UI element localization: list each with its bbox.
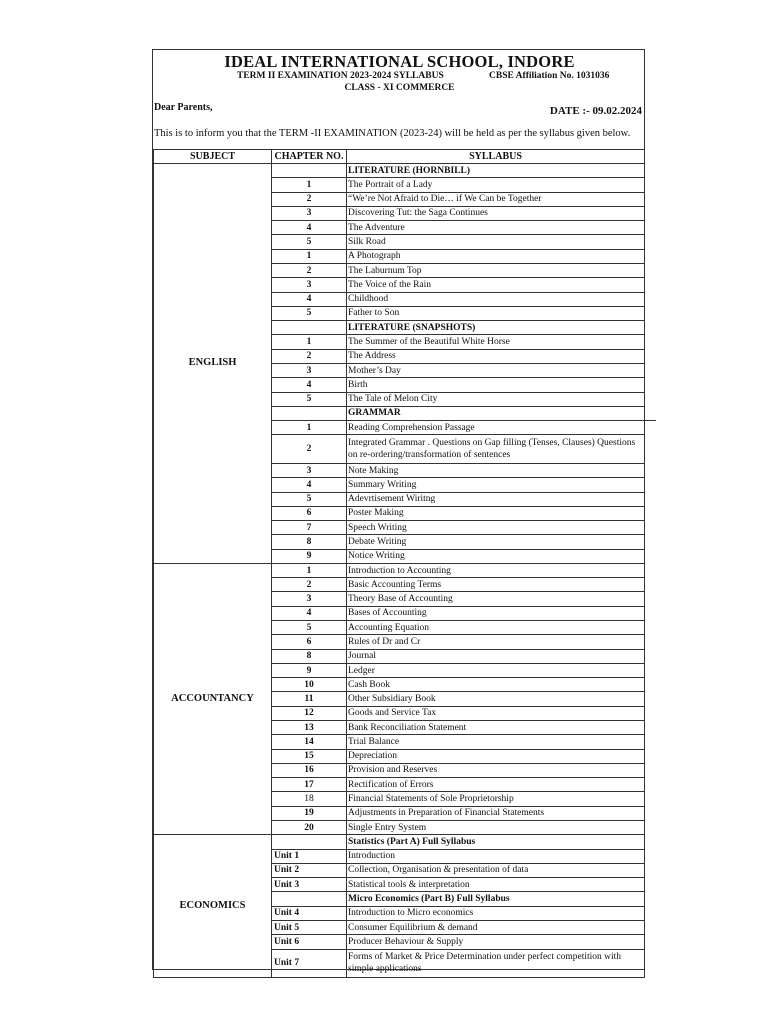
chapter-number: 3 xyxy=(272,278,347,292)
syllabus-topic: The Voice of the Rain xyxy=(347,278,645,292)
syllabus-topic: Collection, Organisation & presentation of data xyxy=(347,863,645,877)
syllabus-topic: Rectification of Errors xyxy=(347,778,645,792)
syllabus-topic: Father to Son xyxy=(347,306,645,320)
chapter-number: 1 xyxy=(272,421,347,435)
school-name: IDEAL INTERNATIONAL SCHOOL, INDORE xyxy=(224,52,575,71)
chapter-number: 14 xyxy=(272,735,347,749)
chapter-number: 17 xyxy=(272,778,347,792)
syllabus-topic: Rules of Dr and Cr xyxy=(347,635,645,649)
chapter-number xyxy=(272,892,347,906)
syllabus-topic: A Photograph xyxy=(347,249,645,263)
syllabus-topic: The Tale of Melon City xyxy=(347,392,645,406)
syllabus-topic: Cash Book xyxy=(347,678,645,692)
table-row xyxy=(154,563,645,577)
syllabus-topic: Introduction to Micro economics xyxy=(347,906,645,920)
column-header-chapter: CHAPTER NO. xyxy=(272,150,347,164)
syllabus-topic: Adevrtisement Wiritng xyxy=(347,492,645,506)
subject-accountancy: ACCOUNTANCY xyxy=(154,563,272,834)
chapter-number: Unit 6 xyxy=(272,935,347,949)
syllabus-topic: Bank Reconciliation Statement xyxy=(347,721,645,735)
section-heading: Micro Economics (Part B) Full Syllabus xyxy=(347,892,645,906)
syllabus-topic: Depreciation xyxy=(347,749,645,763)
chapter-number: 11 xyxy=(272,692,347,706)
chapter-number: 1 xyxy=(272,563,347,577)
syllabus-topic: Consumer Equilibrium & demand xyxy=(347,920,645,934)
syllabus-topic: Journal xyxy=(347,649,645,663)
chapter-number: 16 xyxy=(272,763,347,777)
syllabus-topic: Introduction to Accounting xyxy=(347,563,645,577)
syllabus-topic: Accounting Equation xyxy=(347,621,645,635)
syllabus-topic: Mother’s Day xyxy=(347,363,645,377)
section-heading: LITERATURE (SNAPSHOTS) xyxy=(347,321,645,335)
column-header-subject: SUBJECT xyxy=(154,150,272,164)
stray-rule xyxy=(644,420,656,421)
chapter-number xyxy=(272,835,347,849)
syllabus-topic: Basic Accounting Terms xyxy=(347,578,645,592)
chapter-number: Unit 1 xyxy=(272,849,347,863)
syllabus-topic: Ledger xyxy=(347,663,645,677)
chapter-number: 4 xyxy=(272,378,347,392)
syllabus-topic: Adjustments in Preparation of Financial Statements xyxy=(347,806,645,820)
chapter-number: 5 xyxy=(272,392,347,406)
chapter-number: 1 xyxy=(272,249,347,263)
syllabus-topic: Forms of Market & Price Determination under perfect competition with simple applications xyxy=(347,949,645,978)
chapter-number: 9 xyxy=(272,549,347,563)
syllabus-topic: Childhood xyxy=(347,292,645,306)
chapter-number: Unit 7 xyxy=(272,949,347,978)
syllabus-topic: Bases of Accounting xyxy=(347,606,645,620)
syllabus-topic: Statistical tools & interpretation xyxy=(347,878,645,892)
syllabus-topic: Reading Comprehension Passage xyxy=(347,421,645,435)
greeting: Dear Parents, xyxy=(154,102,213,113)
syllabus-sheet xyxy=(152,49,645,975)
chapter-number: 5 xyxy=(272,621,347,635)
chapter-number: 12 xyxy=(272,706,347,720)
chapter-number: 1 xyxy=(272,335,347,349)
syllabus-topic: Trial Balance xyxy=(347,735,645,749)
syllabus-topic: Single Entry System xyxy=(347,820,645,834)
chapter-number xyxy=(272,321,347,335)
class-label: CLASS - XI COMMERCE xyxy=(344,83,455,93)
chapter-number: 1 xyxy=(272,178,347,192)
table-body xyxy=(154,164,645,978)
chapter-number: 15 xyxy=(272,749,347,763)
chapter-number: 6 xyxy=(272,635,347,649)
intro-text: This is to inform you that the TERM -II EXAMINATION (2023-24) will be held as per the syllabus given below. xyxy=(154,128,631,139)
chapter-number: 20 xyxy=(272,820,347,834)
table-row xyxy=(154,835,645,849)
syllabus-topic: The Summer of the Beautiful White Horse xyxy=(347,335,645,349)
notice-date: DATE :- 09.02.2024 xyxy=(549,105,642,117)
subject-economics: ECONOMICS xyxy=(154,835,272,978)
syllabus-topic: Debate Writing xyxy=(347,535,645,549)
chapter-number: 3 xyxy=(272,206,347,220)
chapter-number: 4 xyxy=(272,478,347,492)
syllabus-topic: Discovering Tut: the Saga Continues xyxy=(347,206,645,220)
exam-title: TERM II EXAMINATION 2023-2024 SYLLABUS xyxy=(237,71,444,81)
chapter-number: 3 xyxy=(272,463,347,477)
syllabus-topic: Financial Statements of Sole Proprietorship xyxy=(347,792,645,806)
section-heading: Statistics (Part A) Full Syllabus xyxy=(347,835,645,849)
syllabus-topic: The Adventure xyxy=(347,221,645,235)
chapter-number: 13 xyxy=(272,721,347,735)
chapter-number: 2 xyxy=(272,349,347,363)
chapter-number: 19 xyxy=(272,806,347,820)
chapter-number xyxy=(272,164,347,178)
syllabus-topic: Note Making xyxy=(347,463,645,477)
syllabus-topic: Other Subsidiary Book xyxy=(347,692,645,706)
syllabus-topic: Introduction xyxy=(347,849,645,863)
chapter-number: 8 xyxy=(272,649,347,663)
syllabus-topic: Integrated Grammar . Questions on Gap filling (Tenses, Clauses) Questions on re-ordering/transformation of sentences xyxy=(347,435,645,464)
chapter-number: 4 xyxy=(272,606,347,620)
chapter-number: 10 xyxy=(272,678,347,692)
chapter-number: Unit 4 xyxy=(272,906,347,920)
chapter-number: 9 xyxy=(272,663,347,677)
chapter-number xyxy=(272,406,347,420)
chapter-number: 7 xyxy=(272,521,347,535)
syllabus-topic: The Portrait of a Lady xyxy=(347,178,645,192)
chapter-number: 8 xyxy=(272,535,347,549)
affiliation-number: CBSE Affiliation No. 1031036 xyxy=(489,71,610,81)
table-header-row xyxy=(154,150,645,164)
chapter-number: 5 xyxy=(272,235,347,249)
syllabus-topic: Poster Making xyxy=(347,506,645,520)
chapter-number: 2 xyxy=(272,435,347,464)
chapter-number: 4 xyxy=(272,292,347,306)
syllabus-topic: Goods and Service Tax xyxy=(347,706,645,720)
syllabus-topic: Speech Writing xyxy=(347,521,645,535)
chapter-number: 5 xyxy=(272,306,347,320)
chapter-number: 2 xyxy=(272,263,347,277)
syllabus-topic: The Laburnum Top xyxy=(347,263,645,277)
chapter-number: 4 xyxy=(272,221,347,235)
syllabus-topic: “We’re Not Afraid to Die… if We Can be Together xyxy=(347,192,645,206)
chapter-number: 3 xyxy=(272,363,347,377)
syllabus-topic: Theory Base of Accounting xyxy=(347,592,645,606)
chapter-number: 6 xyxy=(272,506,347,520)
table-row xyxy=(154,164,645,178)
subject-english: ENGLISH xyxy=(154,164,272,564)
section-heading: LITERATURE (HORNBILL) xyxy=(347,164,645,178)
chapter-number: 18 xyxy=(272,792,347,806)
syllabus-topic: Summary Writing xyxy=(347,478,645,492)
chapter-number: 2 xyxy=(272,578,347,592)
chapter-number: 3 xyxy=(272,592,347,606)
chapter-number: Unit 2 xyxy=(272,863,347,877)
syllabus-topic: Provision and Reserves xyxy=(347,763,645,777)
chapter-number: Unit 5 xyxy=(272,920,347,934)
syllabus-topic: Producer Behaviour & Supply xyxy=(347,935,645,949)
syllabus-topic: Birth xyxy=(347,378,645,392)
chapter-number: Unit 3 xyxy=(272,878,347,892)
section-heading: GRAMMAR xyxy=(347,406,645,420)
chapter-number: 2 xyxy=(272,192,347,206)
syllabus-table xyxy=(153,149,645,978)
column-header-syllabus: SYLLABUS xyxy=(347,150,645,164)
syllabus-topic: Silk Road xyxy=(347,235,645,249)
syllabus-topic: The Address xyxy=(347,349,645,363)
chapter-number: 5 xyxy=(272,492,347,506)
syllabus-topic: Notice Writing xyxy=(347,549,645,563)
